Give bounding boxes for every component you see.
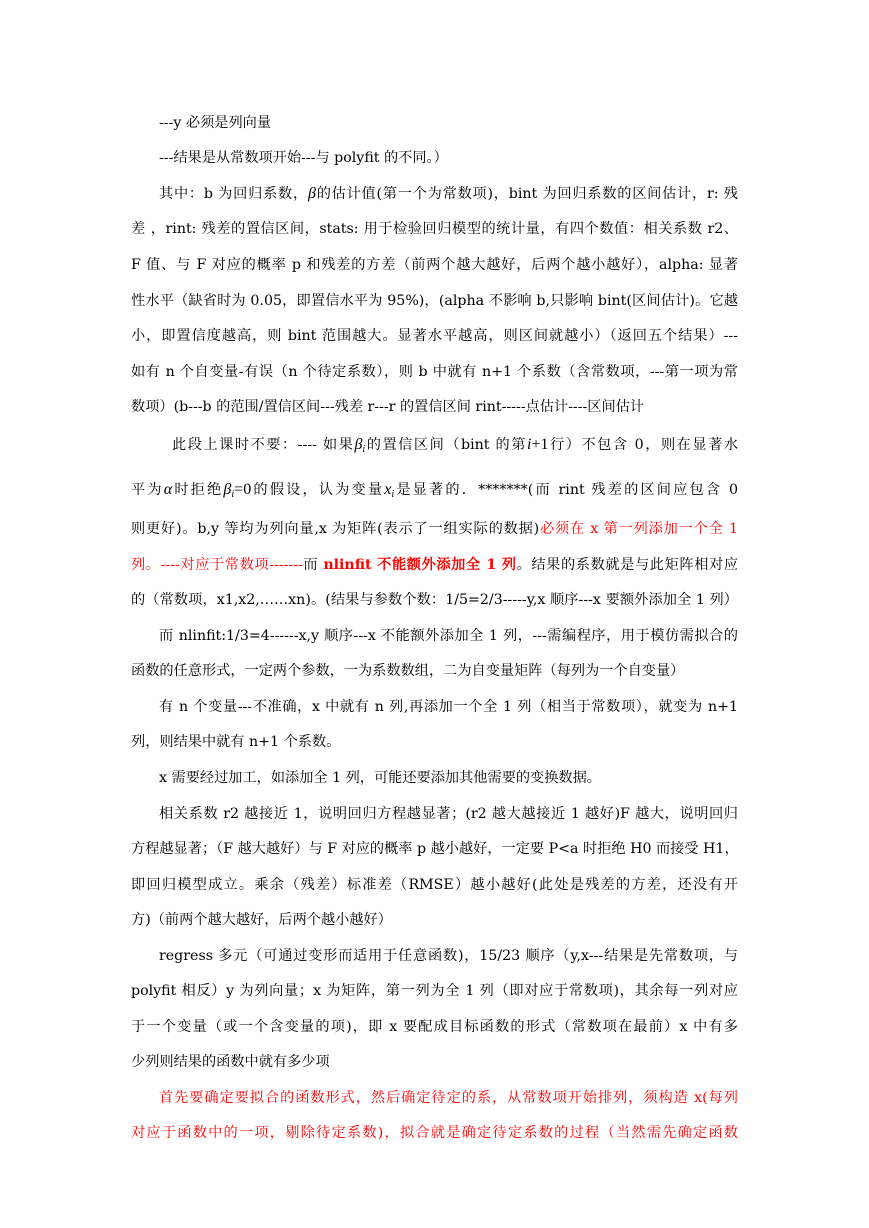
text-line: 平为α时拒绝$\beta_i=0$的假设，认为变量$x_i$是显著的．*******(而 rint 残差的区间应包含 0 <box>131 481 738 500</box>
text-line: 差 ，rint: 残差的置信区间，stats: 用于检验回归模型的统计量，有四个数值：相关系数 r2、 <box>131 221 738 237</box>
text-line: 如有 n 个自变量-有误（n 个待定系数），则 b 中就有 n+1 个系数（含常数项，---第一项为常 <box>131 364 738 380</box>
red-bold-highlight: nlinfit 不能额外添加全 1 列 <box>323 557 517 573</box>
beta-i-symbol: $\beta_i$ <box>223 481 235 500</box>
text-line: 有 n 个变量---不准确，x 中就有 n 列,再添加一个全 1 列（相当于常数项），就变为 n+1 <box>159 699 738 715</box>
text-line: x 需要经过加工，如添加全 1 列，可能还要添加其他需要的变换数据。 <box>159 770 601 786</box>
text-line: 相关系数 r2 越接近 1，说明回归方程越显著；(r2 越大越接近 1 越好)F 越大，说明回归 <box>159 806 738 822</box>
text-line: 方程越显著；（F 越大越好）与 F 对应的概率 p 越小越好，一定要 P<a 时拒绝 H0 而接受 H1， <box>131 841 739 857</box>
alpha-symbol: α <box>163 481 173 498</box>
text-line: 列，则结果中就有 n+1 个系数。 <box>131 734 341 750</box>
text-line: ---y 必须是列向量 <box>159 115 272 131</box>
text-line: 数项）(b---b 的范围/置信区间---残差 r---r 的置信区间 rint-----点估计----区间估计 <box>131 399 645 415</box>
red-highlight: 列。----对应于常数项------- <box>131 557 303 573</box>
text-line: 性水平（缺省时为 0.05，即置信水平为 95%)，(alpha 不影响 b,只影响 bint(区间估计)。它越 <box>131 293 738 309</box>
text-line: 而 nlinfit:1/3=4------x,y 顺序---x 不能额外添加全 1 列，---需编程序，用于模仿需拟合的 <box>159 628 738 644</box>
text-line: 则更好)。b,y 等均为列向量,x 为矩阵(表示了一组实际的数据)必须在 x 第一列添加一个全 1 <box>131 521 739 537</box>
beta-symbol: β <box>307 185 316 202</box>
x-i-symbol: $x_i$ <box>384 481 395 500</box>
text-line: 于一个变量（或一个含变量的项)，即 x 要配成目标函数的形式（常数项在最前）x 中有多 <box>131 1019 738 1035</box>
text-line: 的（常数项，x1,x2,……xn)。(结果与参数个数：1/5=2/3-----y,x 顺序---x 要额外添加全 1 列） <box>131 592 738 608</box>
text-line: 此段上课时不要：---- 如果$\beta_i$的置信区间（bint 的第i+1行）不包含 0，则在显著水 <box>172 436 739 455</box>
text-line: polyfit 相反）y 为列向量；x 为矩阵，第一列为全 1 列（即对应于常数项)，其余每一列对应 <box>131 983 738 999</box>
red-highlight: 必须在 x 第一列添加一个全 1 <box>539 521 739 537</box>
text-line: ---结果是从常数项开始---与 polyfit 的不同。） <box>159 150 448 166</box>
text-line: 函数的任意形式，一定两个参数，一为系数数组，二为自变量矩阵（每列为一个自变量） <box>131 663 685 679</box>
text-line: regress 多元（可通过变形而适用于任意函数)，15/23 顺序（y,x---结果是先常数项，与 <box>159 948 738 964</box>
text-line: 对应于函数中的一项，剔除待定系数)，拟合就是确定待定系数的过程（当然需先确定函数 <box>131 1125 738 1141</box>
text-line: 其中：b 为回归系数，β的估计值(第一个为常数项)，bint 为回归系数的区间估计，r: 残 <box>159 185 738 202</box>
text-line: 方)（前两个越大越好，后两个越小越好） <box>131 912 392 928</box>
text-line: 小，即置信度越高，则 bint 范围越大。显著水平越高，则区间就越小）（返回五个结果）--- <box>131 328 738 344</box>
text-line: 首先要确定要拟合的函数形式，然后确定待定的系，从常数项开始排列，须构造 x(每列 <box>159 1090 738 1106</box>
beta-i-symbol: $\beta_i$ <box>354 436 366 455</box>
text-line: 即回归模型成立。乘余（残差）标准差（RMSE）越小越好(此处是残差的方差，还没有开 <box>131 877 738 893</box>
text-line: 少列则结果的函数中就有多少项 <box>131 1054 330 1070</box>
text-line: 列。----对应于常数项-------而 nlinfit 不能额外添加全 1 列。结果的系数就是与此矩阵相对应 <box>131 557 739 573</box>
text-line: F 值、与 F 对应的概率 p 和残差的方差（前两个越大越好，后两个越小越好），alpha: 显著 <box>131 257 738 273</box>
